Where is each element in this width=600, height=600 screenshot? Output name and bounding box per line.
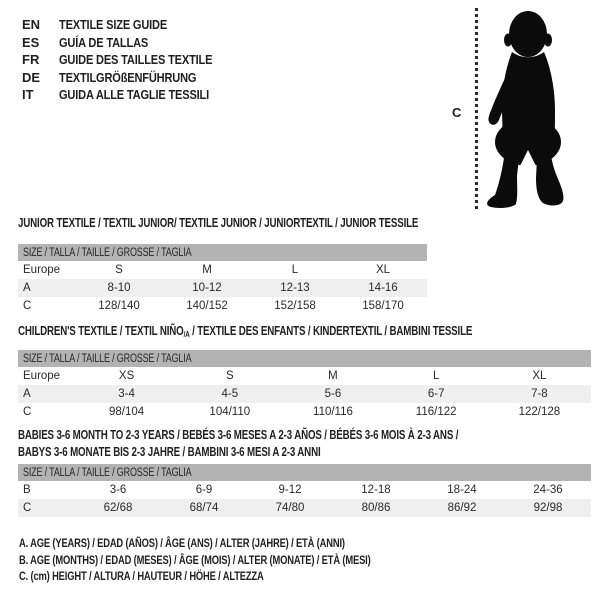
- cell: S: [225, 370, 234, 382]
- cell: S: [115, 264, 123, 276]
- cell: 8-10: [75, 279, 163, 297]
- cell: 3-6: [109, 484, 127, 496]
- language-row: [22, 86, 239, 104]
- cell: 140/152: [186, 300, 228, 312]
- footnote-text: C. (cm) HEIGHT / ALTURA / HAUTEUR / HÖHE / ALTEZZA: [19, 569, 264, 583]
- cell: 3-4: [75, 385, 178, 403]
- cell: 6-7: [385, 385, 488, 403]
- children-heading-text: [18, 324, 472, 338]
- table-row-europe: [18, 367, 591, 385]
- cell: 86/92: [419, 499, 505, 517]
- table-row-months: [18, 481, 591, 499]
- cell: 68/74: [161, 499, 247, 517]
- footnote-height-cm: [19, 569, 470, 586]
- junior-heading-text: JUNIOR TEXTILE / TEXTIL JUNIOR/ TEXTILE JUNIOR / JUNIORTEXTIL / JUNIOR TESSILE: [18, 216, 419, 230]
- guide-title: GUÍA DE TALLAS: [59, 34, 149, 50]
- language-code: ES: [22, 34, 40, 50]
- junior-size-table: [18, 244, 427, 315]
- cell: 18-24: [447, 484, 477, 496]
- size-header-cell: [18, 464, 591, 481]
- cell: XS: [118, 370, 135, 382]
- babies-section-heading-line2: [18, 445, 406, 459]
- language-row: [22, 51, 239, 69]
- children-heading-subscript: /A: [183, 330, 190, 339]
- cell: 62/68: [75, 499, 161, 517]
- cell: 9-12: [278, 484, 302, 496]
- toddler-silhouette: [482, 8, 572, 208]
- children-section-heading: [18, 324, 600, 338]
- row-label: C: [23, 300, 32, 312]
- table-row-age: [18, 279, 427, 297]
- language-code: IT: [22, 87, 34, 103]
- cell: 14-16: [339, 279, 427, 297]
- children-heading-suffix: / TEXTILE DES ENFANTS / KINDERTEXTIL / BAMBINI TESSILE: [189, 324, 473, 338]
- cell: 74/80: [247, 499, 333, 517]
- language-row: [22, 16, 239, 34]
- row-label: C: [18, 499, 75, 517]
- row-label: C: [23, 406, 32, 418]
- size-header-text: SIZE / TALLA / TAILLE / GRÖSSE / TAGLIA: [23, 466, 192, 479]
- cell: XL: [375, 264, 391, 276]
- height-measure-label: C: [452, 105, 462, 120]
- cell: 128/140: [98, 300, 140, 312]
- cell: 116/122: [415, 406, 457, 418]
- footnote-age-years: [19, 536, 470, 553]
- table-row-age: [18, 385, 591, 403]
- row-label: Europe: [23, 370, 61, 382]
- row-label: Europe: [23, 264, 61, 276]
- cell: 4-5: [178, 385, 281, 403]
- cell: 24-36: [533, 484, 563, 496]
- cell: 5-6: [281, 385, 384, 403]
- language-code: FR: [22, 52, 40, 68]
- cell: XL: [532, 370, 547, 382]
- size-header-row: [18, 350, 591, 367]
- guide-title: TEXTILE SIZE GUIDE: [59, 17, 168, 33]
- children-heading-prefix: CHILDREN'S TEXTILE / TEXTIL NIÑO: [18, 324, 184, 338]
- cell: 12-13: [251, 279, 339, 297]
- cell: 152/158: [274, 300, 316, 312]
- babies-heading-line1: BABIES 3-6 MONTH TO 2-3 YEARS / BEBÉS 3-6 MESES A 2-3 AÑOS / BÉBÉS 3-6 MOIS À 2-3 ANS /: [18, 428, 459, 442]
- guide-title: GUIDA ALLE TAGLIE TESSILI: [59, 87, 210, 103]
- size-header-text: SIZE / TALLA / TAILLE / GRÖSSE / TAGLIA: [23, 352, 192, 365]
- cell: 10-12: [163, 279, 251, 297]
- cell: 122/128: [518, 406, 561, 418]
- babies-heading-line2: BABYS 3-6 MONATE BIS 2-3 JAHRE / BAMBINI 3-6 MESI A 2-3 ANNI: [18, 445, 321, 459]
- cell: 158/170: [362, 300, 404, 312]
- footnote-text: B. AGE (MONTHS) / EDAD (MESES) / ÂGE (MOIS) / ALTER (MONATE) / ETÀ (MESI): [19, 552, 371, 567]
- size-header-cell: [18, 350, 591, 367]
- footnotes: [19, 536, 470, 586]
- table-row-europe: [18, 261, 427, 279]
- children-size-table: [18, 350, 591, 421]
- size-header-cell: [18, 244, 427, 261]
- cell: 80/86: [333, 499, 419, 517]
- row-label: A: [18, 385, 75, 403]
- cell: L: [291, 264, 299, 276]
- cell: 92/98: [505, 499, 591, 517]
- language-title-list: [22, 16, 239, 104]
- table-row-height: [18, 297, 427, 315]
- footnote-text: A. AGE (YEARS) / EDAD (AÑOS) / ÂGE (ANS) / ALTER (JAHRE) / ETÀ (ANNI): [19, 536, 345, 550]
- table-row-height: [18, 403, 591, 421]
- junior-section-heading: [18, 216, 531, 230]
- row-label: A: [18, 279, 75, 297]
- cell: 104/110: [209, 406, 251, 418]
- cell: 110/116: [313, 406, 353, 418]
- row-label: B: [23, 484, 31, 496]
- babies-size-table: [18, 464, 591, 517]
- language-code: DE: [22, 69, 41, 85]
- cell: L: [432, 370, 440, 382]
- cell: 12-18: [361, 484, 391, 496]
- cell: 6-9: [195, 484, 213, 496]
- cell: 7-8: [488, 385, 591, 403]
- table-row-height: [18, 499, 591, 517]
- babies-section-heading: [18, 428, 582, 442]
- cell: 98/104: [109, 406, 145, 418]
- cell: M: [328, 370, 338, 382]
- size-header-row: [18, 244, 427, 261]
- footnote-age-months: [19, 553, 470, 570]
- guide-title: TEXTILGRÖßENFÜHRUNG: [59, 69, 197, 85]
- cell: M: [202, 264, 212, 276]
- language-code: EN: [22, 17, 41, 33]
- size-header-row: [18, 464, 591, 481]
- language-row: [22, 34, 239, 52]
- language-row: [22, 69, 239, 87]
- height-measure-dotted-line: [475, 8, 478, 209]
- size-header-text: SIZE / TALLA / TAILLE / GRÖSSE / TAGLIA: [23, 246, 192, 259]
- guide-title: GUIDE DES TAILLES TEXTILE: [59, 52, 213, 68]
